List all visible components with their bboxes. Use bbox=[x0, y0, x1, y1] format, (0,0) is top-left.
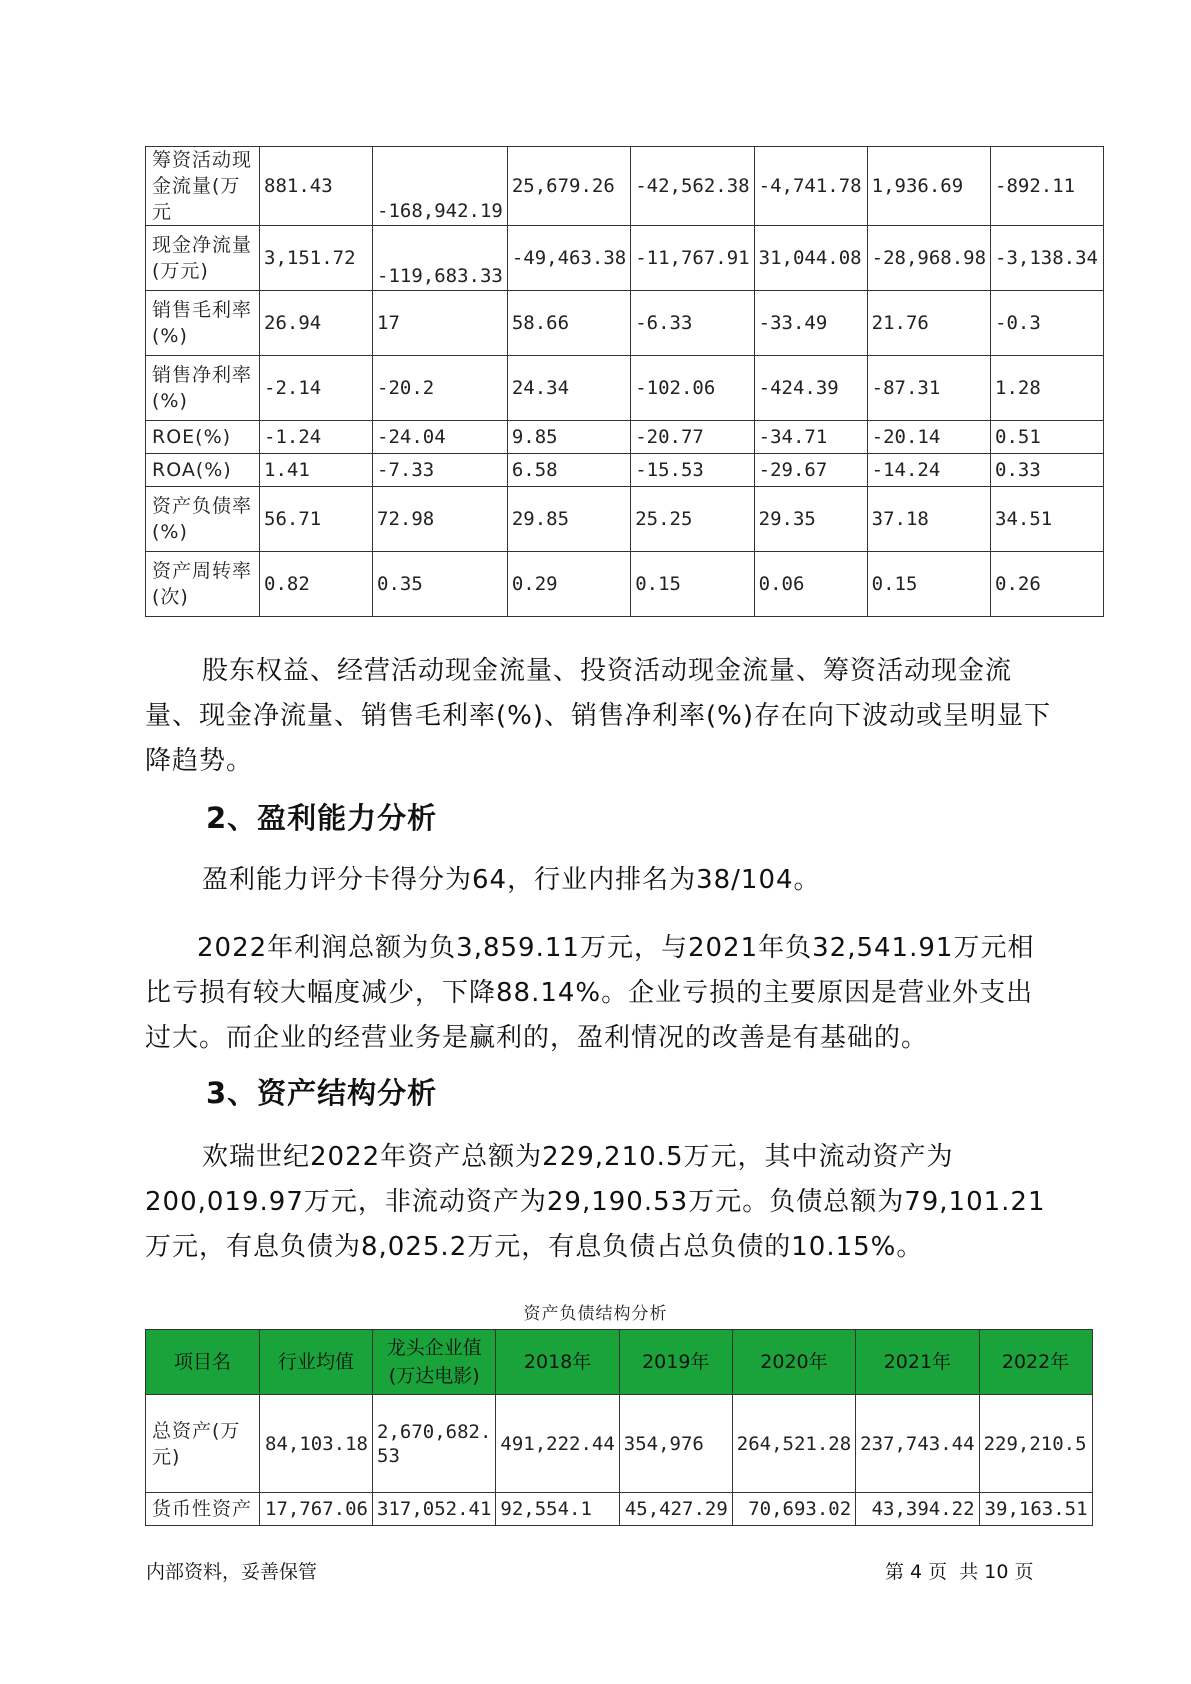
table-cell: 317,052.41 bbox=[373, 1493, 496, 1526]
table-cell: -49,463.38 bbox=[507, 226, 630, 291]
table-cell: -20.14 bbox=[867, 421, 990, 454]
table-cell: -14.24 bbox=[867, 454, 990, 487]
table-cell: 17,767.06 bbox=[260, 1493, 373, 1526]
table-cell: 0.15 bbox=[631, 552, 754, 617]
table-cell: 1.41 bbox=[260, 454, 373, 487]
table-row bbox=[146, 552, 1104, 617]
table-row bbox=[146, 147, 1104, 226]
header-cell: 2022年 bbox=[979, 1330, 1092, 1395]
table-cell: -15.53 bbox=[631, 454, 754, 487]
table-cell: -892.11 bbox=[991, 147, 1104, 226]
table-cell: 0.82 bbox=[260, 552, 373, 617]
header-cell: 2018年 bbox=[496, 1330, 619, 1395]
table-cell: 25,679.26 bbox=[507, 147, 630, 226]
row-label: 货币性资产 bbox=[146, 1493, 260, 1526]
row-label: ROA(%) bbox=[146, 454, 260, 487]
table-cell: 237,743.44 bbox=[856, 1395, 979, 1493]
table-row bbox=[146, 454, 1104, 487]
table-cell: -102.06 bbox=[631, 356, 754, 421]
table-cell: 29.85 bbox=[507, 487, 630, 552]
table-cell: 26.94 bbox=[260, 291, 373, 356]
table-cell: 0.29 bbox=[507, 552, 630, 617]
table-cell: -33.49 bbox=[754, 291, 867, 356]
asset-summary-paragraph: 欢瑞世纪2022年资产总额为229,210.5万元，其中流动资产为200,019.97万元，非流动资产为29,190.53万元。负债总额为79,101.21万元，有息负债为8,025.2万元，有息负债占总负债的10.15%。 bbox=[145, 1142, 1046, 1262]
table-cell: 0.06 bbox=[754, 552, 867, 617]
table-row bbox=[146, 421, 1104, 454]
table-cell: 84,103.18 bbox=[260, 1395, 373, 1493]
table-row bbox=[146, 1493, 1093, 1526]
table-cell: -0.3 bbox=[991, 291, 1104, 356]
table-cell: -4,741.78 bbox=[754, 147, 867, 226]
table-cell: -7.33 bbox=[373, 454, 508, 487]
profit-total-paragraph: 2022年利润总额为负3,859.11万元，与2021年负32,541.91万元相比亏损有较大幅度减少，下降88.14%。企业亏损的主要原因是营业外支出过大。而企业的经营业务是赢利的，盈利情况的改善是有基础的。 bbox=[145, 933, 1035, 1053]
table-cell: 229,210.5 bbox=[979, 1395, 1092, 1493]
table-cell: -24.04 bbox=[373, 421, 508, 454]
financial-indicator-table bbox=[145, 146, 1104, 617]
section-heading-asset-structure: 3、资产结构分析 bbox=[206, 1076, 438, 1110]
header-cell: 行业均值 bbox=[260, 1330, 373, 1395]
table-cell: 0.51 bbox=[991, 421, 1104, 454]
table-cell: 0.26 bbox=[991, 552, 1104, 617]
table-cell: 3,151.72 bbox=[260, 226, 373, 291]
table-row bbox=[146, 1395, 1093, 1493]
table-cell: 0.35 bbox=[373, 552, 508, 617]
table-cell: -1.24 bbox=[260, 421, 373, 454]
table-cell: -20.77 bbox=[631, 421, 754, 454]
row-label: ROE(%) bbox=[146, 421, 260, 454]
table-cell: -424.39 bbox=[754, 356, 867, 421]
table-cell: 491,222.44 bbox=[496, 1395, 619, 1493]
table-cell: -28,968.98 bbox=[867, 226, 990, 291]
section-heading-profitability: 2、盈利能力分析 bbox=[206, 801, 438, 835]
row-label: 销售毛利率(%) bbox=[146, 291, 260, 356]
table-cell: 17 bbox=[373, 291, 508, 356]
table-cell: 43,394.22 bbox=[856, 1493, 979, 1526]
table-cell: 881.43 bbox=[260, 147, 373, 226]
table-cell: 92,554.1 bbox=[496, 1493, 619, 1526]
table-cell: 24.34 bbox=[507, 356, 630, 421]
table-cell: 56.71 bbox=[260, 487, 373, 552]
table-cell: 37.18 bbox=[867, 487, 990, 552]
table-cell: 264,521.28 bbox=[732, 1395, 855, 1493]
table-cell: 1.28 bbox=[991, 356, 1104, 421]
footer-confidential-note: 内部资料，妥善保管 bbox=[146, 1561, 318, 1583]
table-cell: 0.33 bbox=[991, 454, 1104, 487]
table-cell: 45,427.29 bbox=[619, 1493, 732, 1526]
table-row bbox=[146, 291, 1104, 356]
table-cell: -168,942.19 bbox=[373, 147, 508, 226]
table-cell: 25.25 bbox=[631, 487, 754, 552]
asset-liability-structure-table bbox=[145, 1329, 1093, 1526]
table-cell: -11,767.91 bbox=[631, 226, 754, 291]
table-row bbox=[146, 487, 1104, 552]
header-cell: 项目名 bbox=[146, 1330, 260, 1395]
header-cell: 2021年 bbox=[856, 1330, 979, 1395]
table-cell: 1,936.69 bbox=[867, 147, 990, 226]
table-cell: -29.67 bbox=[754, 454, 867, 487]
table-cell: -119,683.33 bbox=[373, 226, 508, 291]
table-cell: -20.2 bbox=[373, 356, 508, 421]
table-cell: -87.31 bbox=[867, 356, 990, 421]
table-cell: -2.14 bbox=[260, 356, 373, 421]
header-cell: 2019年 bbox=[619, 1330, 732, 1395]
table-cell: 29.35 bbox=[754, 487, 867, 552]
table-cell: 31,044.08 bbox=[754, 226, 867, 291]
table-cell: 354,976 bbox=[619, 1395, 732, 1493]
table-cell: -34.71 bbox=[754, 421, 867, 454]
table-cell: 72.98 bbox=[373, 487, 508, 552]
row-label: 筹资活动现金流量(万元 bbox=[146, 147, 260, 226]
row-label: 资产负债率(%) bbox=[146, 487, 260, 552]
table-row bbox=[146, 226, 1104, 291]
table-cell: 58.66 bbox=[507, 291, 630, 356]
table-cell: 39,163.51 bbox=[979, 1493, 1092, 1526]
profitability-score-paragraph: 盈利能力评分卡得分为64，行业内排名为38/104。 bbox=[202, 865, 821, 895]
table-cell: 6.58 bbox=[507, 454, 630, 487]
table-cell: 21.76 bbox=[867, 291, 990, 356]
table-cell: 34.51 bbox=[991, 487, 1104, 552]
header-cell: 2020年 bbox=[732, 1330, 855, 1395]
row-label: 现金净流量(万元) bbox=[146, 226, 260, 291]
table-header-row bbox=[146, 1330, 1093, 1395]
footer-page-number: 第 4 页 共 10 页 bbox=[885, 1561, 1034, 1583]
table-cell: 70,693.02 bbox=[732, 1493, 855, 1526]
table-caption: 资产负债结构分析 bbox=[523, 1304, 668, 1324]
table-cell: -42,562.38 bbox=[631, 147, 754, 226]
header-cell: 龙头企业值(万达电影) bbox=[373, 1330, 496, 1395]
trend-paragraph: 股东权益、经营活动现金流量、投资活动现金流量、筹资活动现金流量、现金净流量、销售毛利率(%)、销售净利率(%)存在向下波动或呈明显下降趋势。 bbox=[145, 656, 1051, 776]
table-cell: -3,138.34 bbox=[991, 226, 1104, 291]
row-label: 总资产(万元) bbox=[146, 1395, 260, 1493]
row-label: 资产周转率(次) bbox=[146, 552, 260, 617]
table-cell: 2,670,682.53 bbox=[373, 1395, 496, 1493]
table-row bbox=[146, 356, 1104, 421]
table-cell: -6.33 bbox=[631, 291, 754, 356]
row-label: 销售净利率(%) bbox=[146, 356, 260, 421]
table-cell: 0.15 bbox=[867, 552, 990, 617]
table-cell: 9.85 bbox=[507, 421, 630, 454]
